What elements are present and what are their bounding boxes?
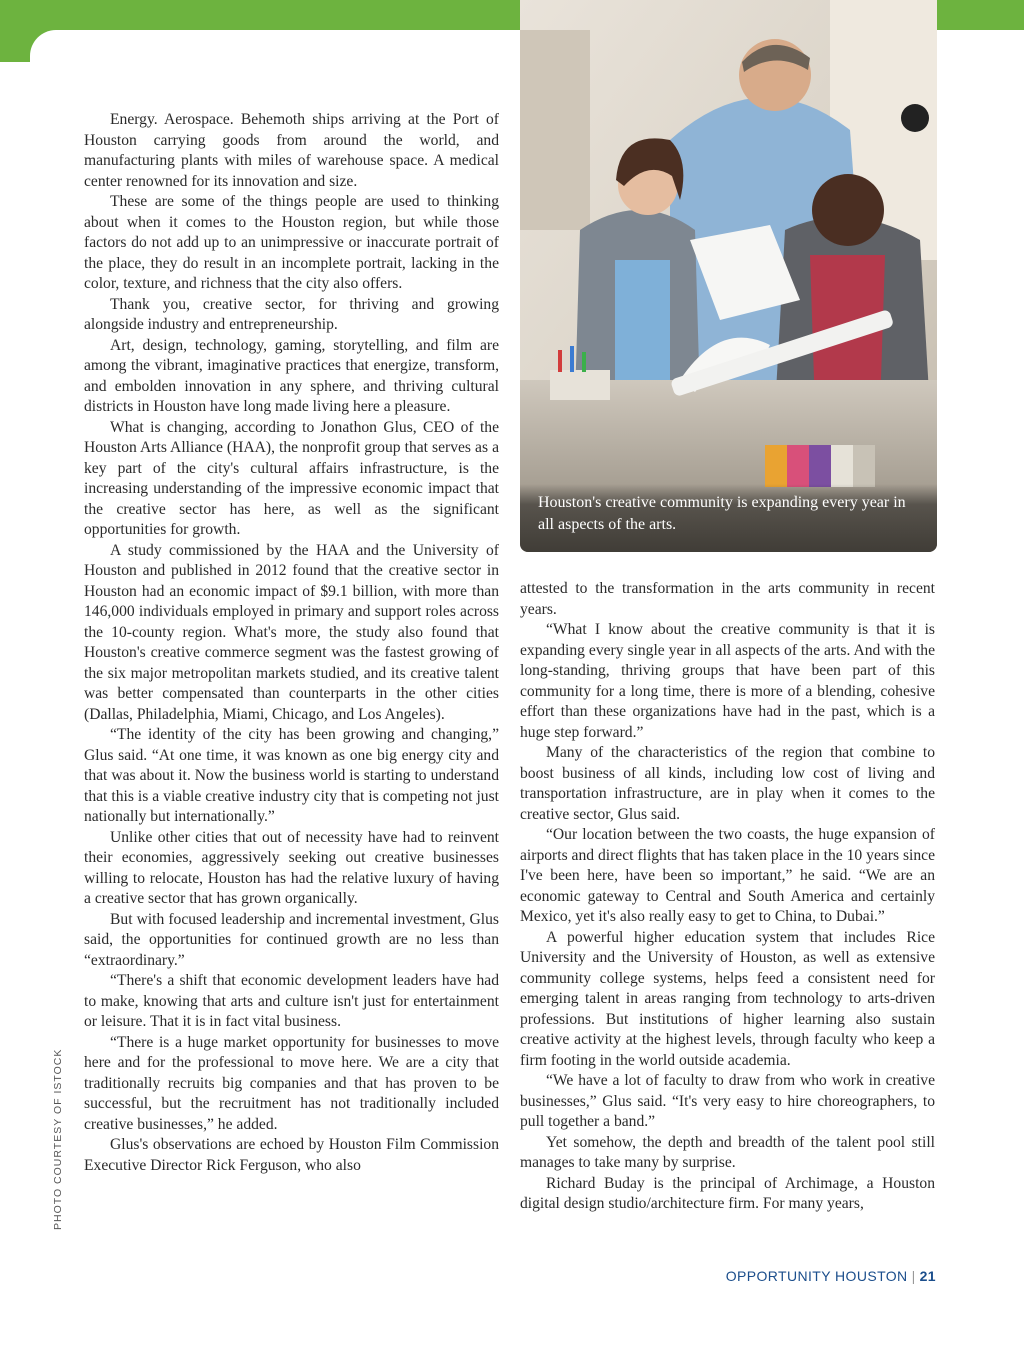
paragraph: “There is a huge market opportunity for businesses to move here and for the professional to move here. We are a city that traditionally recruits big companies and that has proven to be successful, but the recruitment has not traditionally included creative businesses,” he added. (84, 1033, 499, 1133)
paragraph: Yet somehow, the depth and breadth of the talent pool still manages to take many by surprise. (520, 1133, 935, 1171)
photo-credit: PHOTO COURTESY OF ISTOCK (52, 1048, 64, 1230)
paragraph: A study commissioned by the HAA and the University of Houston and published in 2012 found that the creative sector in Houston had an economic impact of $9.1 billion, with more than 146,000 individuals employed in primary and support roles across the 10-county region. What's more, the study also found that Houston's creative commerce segment was the fastest growing of the six major metropolitan markets studied, and its creative talent was better compensated than counterparts in the other cities (Dallas, Philadelphia, Miami, Chicago, and Los Angeles). (84, 541, 499, 723)
article-right-column (520, 579, 935, 1215)
paragraph: What is changing, according to Jonathon Glus, CEO of the Houston Arts Alliance (HAA), the nonprofit group that serves as a key part of the city's cultural affairs infrastructure, is the increasing understanding of the impressive economic impact that the creative sector has here, as well as the significant opportunities for growth. (84, 418, 499, 538)
paragraph: Many of the characteristics of the region that combine to boost business of all kinds, including low cost of living and transportation infrastructure, are in play when it comes to the creative sector, Glus said. (520, 744, 935, 823)
page-number: 21 (919, 1268, 936, 1284)
paragraph: Thank you, creative sector, for thriving and growing alongside industry and entrepreneurship. (84, 295, 499, 333)
paragraph: Richard Buday is the principal of Archimage, a Houston digital design studio/architecture firm. For many years, (520, 1174, 935, 1212)
paragraph: These are some of the things people are used to thinking about when it comes to the Houston region, but while those factors do not add up to an unimpressive or inaccurate portrait of the place, they do result in an incomplete portrait, lacking in the color, texture, and richness that the city also offers. (84, 193, 499, 292)
paragraph: Energy. Aerospace. Behemoth ships arriving at the Port of Houston carrying goods from around the world, and manufacturing plants with miles of warehouse space. A medical center renowned for its innovation and size. (84, 111, 499, 190)
paragraph: Unlike other cities that out of necessity have had to reinvent their economies, aggressively seeking out creative businesses willing to relocate, Houston has had the relative luxury of having a creative sector that has grown organically. (84, 828, 499, 907)
paragraph: “Our location between the two coasts, the huge expansion of airports and direct flights that has taken place in the 10 years since I've been here, have been so important,” he said. “We are an economic gateway to Central and South America and certainly Mexico, yet it's also really easy to get to China, to Dubai.” (520, 826, 935, 925)
page-footer (726, 1268, 936, 1284)
paragraph: Art, design, technology, gaming, storytelling, and film are among the vibrant, imaginative practices that energize, transform, and embolden innovation in any sphere, and thriving cultural districts in Houston have long made living here a pleasure. (84, 336, 499, 415)
paragraph: “The identity of the city has been growing and changing,” Glus said. “At one time, it was known as one big energy city and that was about it. Now the business world is starting to understand that this is a viable creative industry city that is competing not just nationally but internationally.” (84, 726, 499, 825)
paragraph: A powerful higher education system that includes Rice University and the University of Houston, as well as extensive community college systems, helps feed a consistent need for emerging talent in areas ranging from technology to arts-driven professions. But institutions of higher learning also sustain creative activity at the highest levels, through faculty who keep a firm footing in the world outside academia. (520, 928, 935, 1069)
article-photo (520, 0, 937, 552)
paragraph: But with focused leadership and incremental investment, Glus said, the opportunities for continued growth are no less than “extraordinary.” (84, 910, 499, 969)
photo-caption: Houston's creative community is expanding every year in all aspects of the arts. (520, 484, 937, 552)
paragraph: “There's a shift that economic development leaders have had to make, knowing that arts and culture isn't just for entertainment or leisure. That it is in fact vital business. (84, 972, 499, 1030)
publication-name: OPPORTUNITY HOUSTON (725, 1268, 908, 1284)
article-left-column (84, 110, 499, 1176)
paragraph: Glus's observations are echoed by Houston Film Commission Executive Director Rick Ferguson, who also (84, 1136, 499, 1174)
paragraph: “We have a lot of faculty to draw from who work in creative businesses,” Glus said. “It's very easy to hire choreographers, to pull together a band.” (520, 1072, 935, 1130)
paragraph: “What I know about the creative community is that it is expanding every single year in all aspects of the arts. And with the long-standing, thriving groups that have been part of this community for a long time, there is more of a blending, cohesive effort than these organizations have had in the past, which is a huge step forward.” (520, 621, 935, 741)
footer-separator: | (911, 1268, 916, 1284)
paragraph: attested to the transformation in the arts community in recent years. (520, 580, 935, 618)
photo-illustration (520, 0, 937, 552)
